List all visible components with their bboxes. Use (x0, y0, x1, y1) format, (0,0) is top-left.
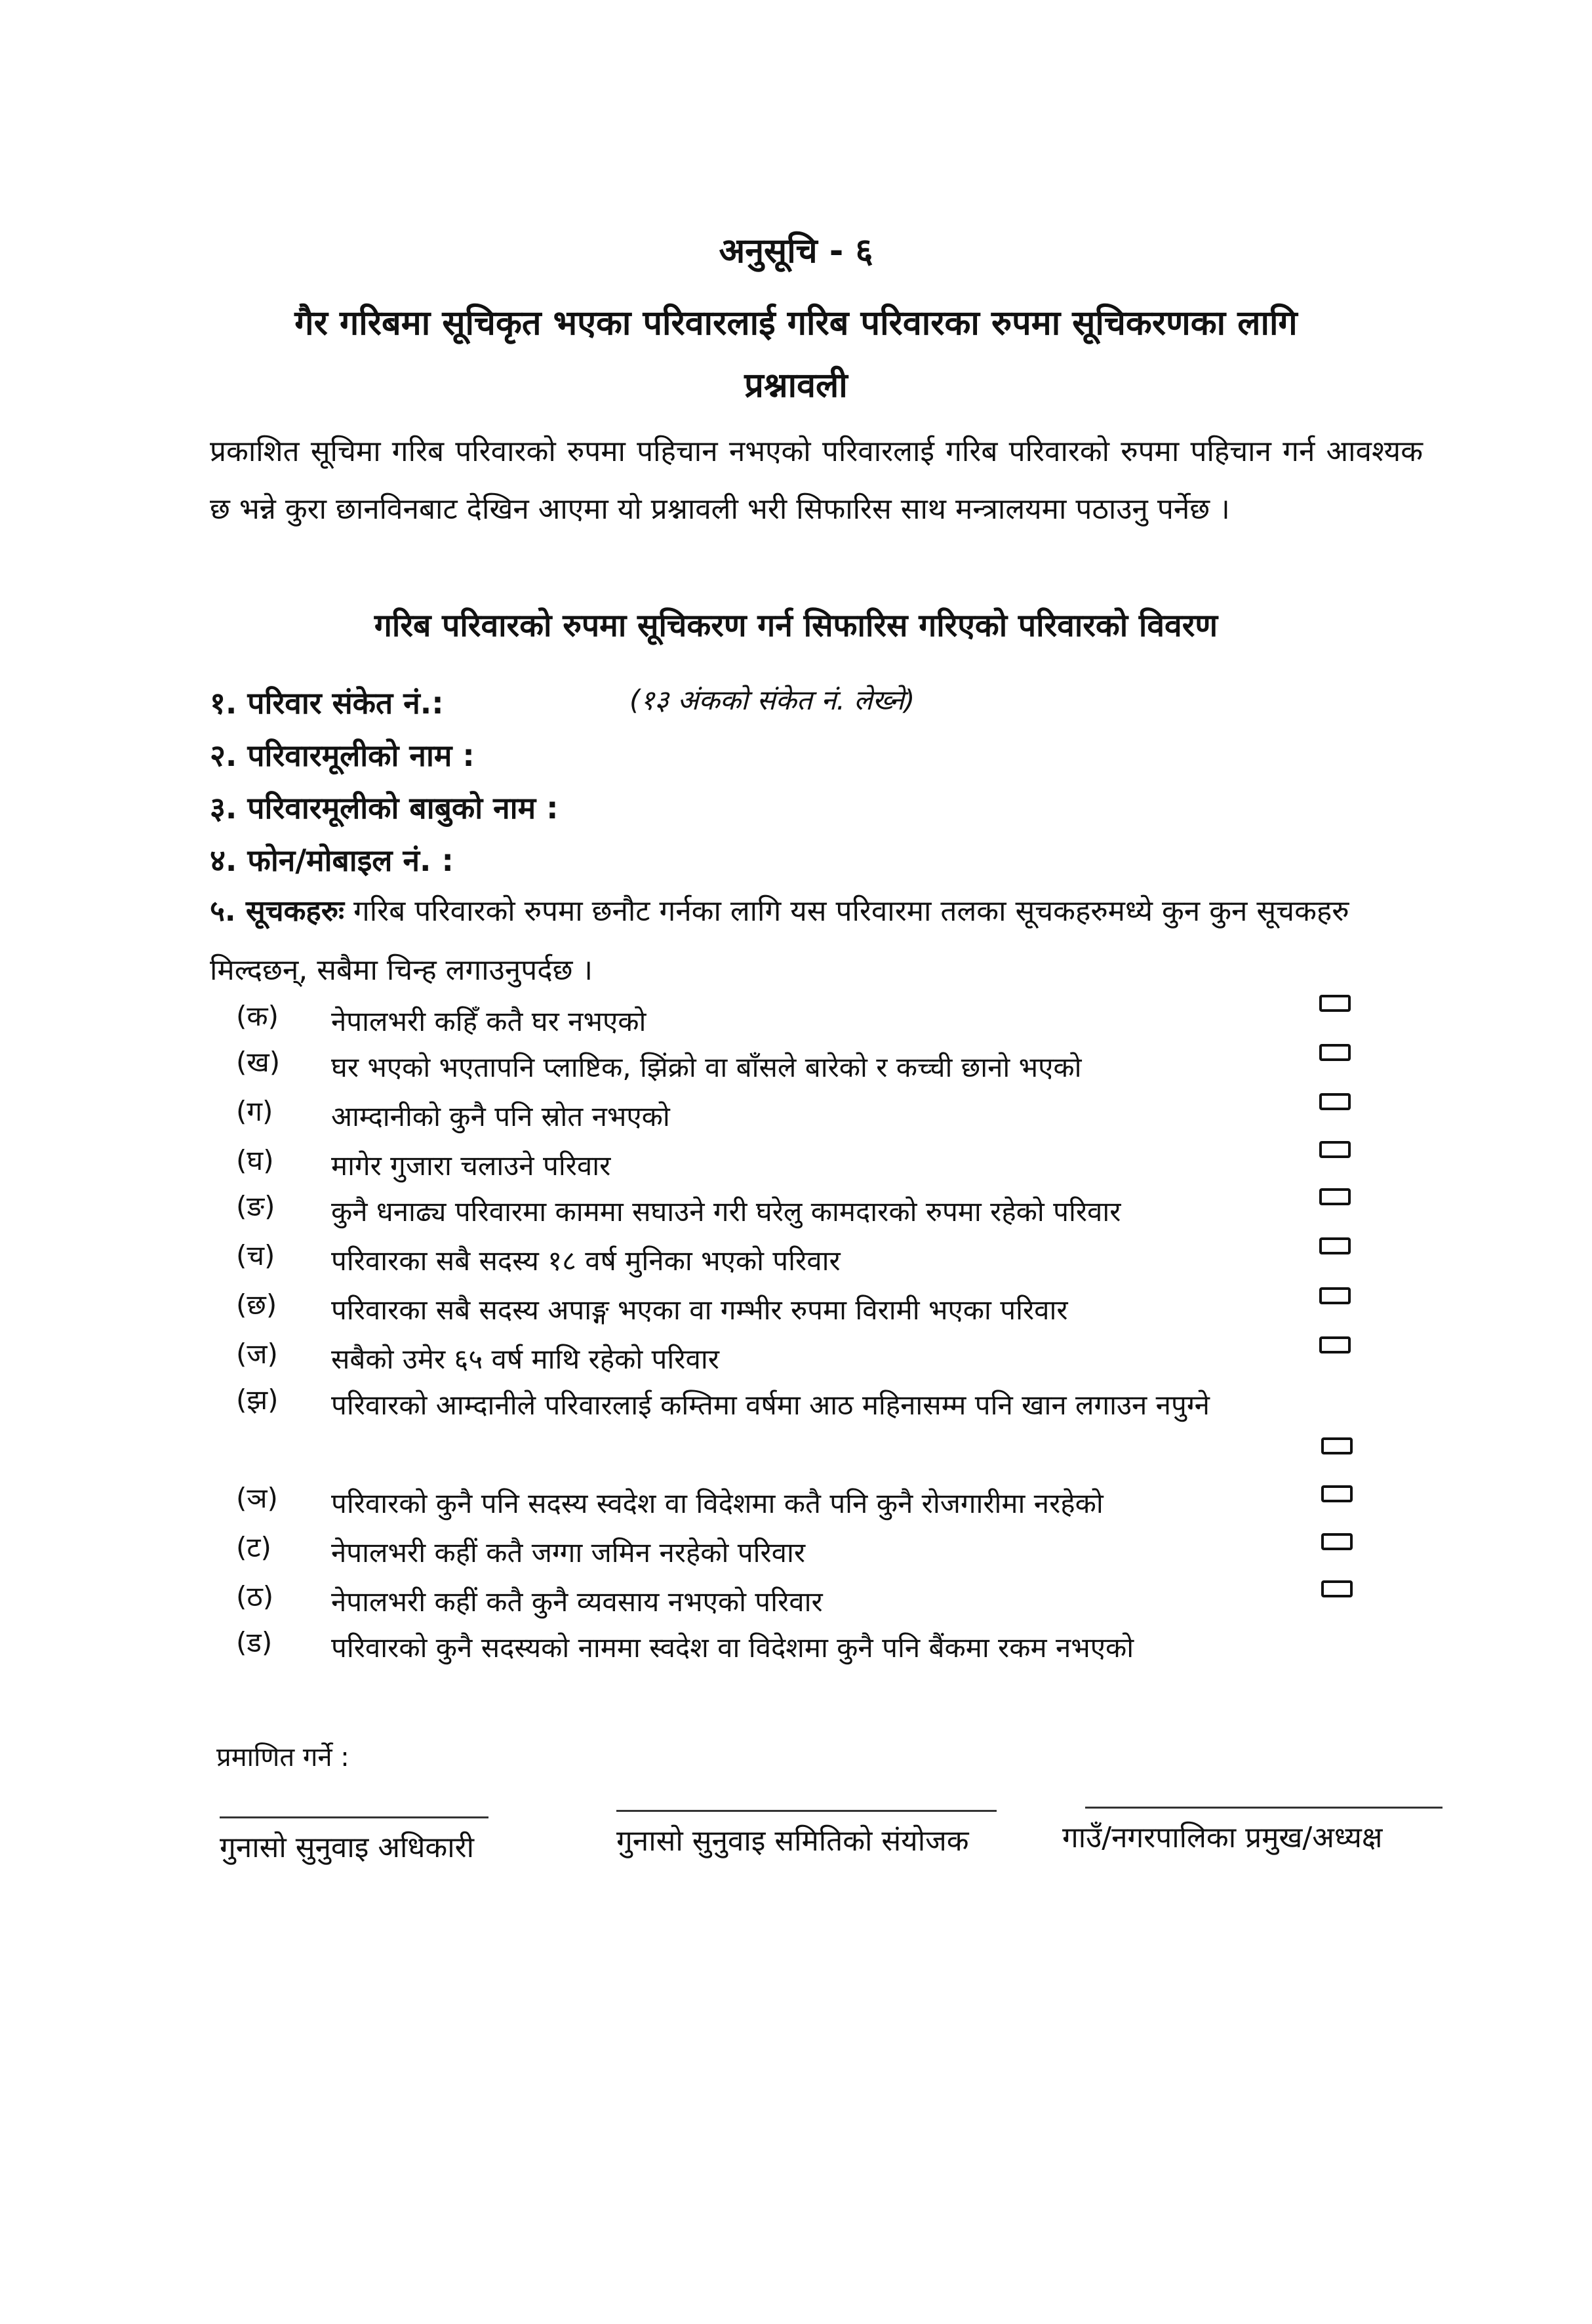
signatory-grievance-officer: गुनासो सुनुवाइ अधिकारी (220, 1831, 474, 1864)
item-text: आम्दानीको कुनै पनि स्रोत नभएको (331, 1100, 670, 1132)
item-number: (ग) (236, 1095, 273, 1127)
phone-label: ४. फोन/मोबाइल नं. : (210, 843, 454, 878)
list-item (236, 1577, 1406, 1627)
indicator-checkbox[interactable] (1319, 1141, 1351, 1158)
indicator-checkbox[interactable] (1319, 1093, 1351, 1110)
item-number: (ख) (236, 1046, 281, 1078)
indicator-checkbox[interactable] (1321, 1580, 1353, 1597)
item-number: (झ) (236, 1384, 279, 1416)
item-number: (च) (236, 1239, 275, 1272)
head-father-name-label: ३. परिवारमूलीको बाबुको नाम : (210, 790, 559, 826)
list-item (236, 1285, 1406, 1335)
indicator-checkbox[interactable] (1321, 1485, 1353, 1502)
item-number: (ज) (236, 1338, 278, 1370)
item-text: घर भएको भएतापनि प्लाष्टिक, झिंक्रो वा बाँसले बारेको र कच्ची छानो भएको (331, 1051, 1082, 1083)
indicator-checkbox[interactable] (1321, 1437, 1353, 1454)
intro-paragraph: प्रकाशित सूचिमा गरिब परिवारको रुपमा पहिचान नभएको परिवारलाई गरिब परिवारको रुपमा पहिचान गर्न आवश्यक छ भन्ने कुरा छानविनबाट देखिन आएमा यो प्रश्नावली भरी सिफारिस साथ मन्त्रालयमा पठाउनु पर्नेछ । (210, 435, 1423, 526)
list-item (236, 1479, 1406, 1529)
list-item (236, 1528, 1406, 1578)
list-item (236, 1043, 1406, 1092)
item-text: मागेर गुजारा चलाउने परिवार (331, 1150, 611, 1182)
family-code-field (210, 682, 444, 723)
indicator-checkbox[interactable] (1319, 1044, 1351, 1061)
item-text: परिवारको कुनै सदस्यको नाममा स्वदेश वा विदेशमा कुनै पनि बैंकमा रकम नभएको (331, 1632, 1134, 1664)
list-item (236, 997, 1406, 1047)
document-title-line2: प्रश्नावली (744, 366, 848, 405)
indicator-checkbox[interactable] (1319, 1336, 1351, 1353)
indicator-checkbox[interactable] (1319, 995, 1351, 1012)
signature-line (616, 1810, 997, 1812)
item-number: (ङ) (236, 1190, 275, 1222)
list-item (236, 1141, 1406, 1191)
head-name-label: २. परिवारमूलीको नाम : (210, 738, 475, 773)
item-number: (ठ) (236, 1580, 274, 1613)
item-number: (ट) (236, 1531, 271, 1563)
indicators-intro (210, 882, 1429, 1000)
list-item (236, 1187, 1406, 1237)
list-item (236, 1092, 1406, 1142)
item-text: परिवारको आम्दानीले परिवारलाई कम्तिमा वर्षमा आठ महिनासम्म पनि खान लगाउन नपुग्ने (331, 1389, 1210, 1421)
list-item (236, 1380, 1302, 1430)
item-number: (छ) (236, 1289, 277, 1321)
item-number: (घ) (236, 1144, 274, 1176)
list-item (236, 1623, 1406, 1673)
item-text: परिवारका सबै सदस्य १८ वर्ष मुनिका भएको परिवार (331, 1245, 841, 1277)
signatory-municipality-chief: गाउँ/नगरपालिका प्रमुख/अध्यक्ष (1062, 1821, 1383, 1854)
certification-label: प्रमाणित गर्ने : (216, 1742, 349, 1773)
item-text: परिवारका सबै सदस्य अपाङ्ग भएका वा गम्भीर रुपमा विरामी भएका परिवार (331, 1294, 1068, 1326)
item-text: परिवारको कुनै पनि सदस्य स्वदेश वा विदेशमा कतै पनि कुनै रोजगारीमा नरहेको (331, 1487, 1104, 1519)
document-title-line1: गैर गरिबमा सूचिकृत भएका परिवारलाई गरिब परिवारका रुपमा सूचिकरणका लागि (294, 304, 1298, 343)
indicator-checkbox[interactable] (1319, 1287, 1351, 1304)
list-item (236, 1334, 1406, 1384)
item-number: (क) (236, 1000, 279, 1032)
item-number: (ड) (236, 1626, 273, 1658)
item-text: सबैको उमेर ६५ वर्ष माथि रहेको परिवार (331, 1343, 719, 1375)
family-code-label: १. परिवार संकेत नं.: (210, 685, 444, 721)
item-text: नेपालभरी कहीं कतै जग्गा जमिन नरहेको परिवार (331, 1536, 806, 1569)
list-item (236, 1236, 1406, 1286)
item-number: (ञ) (236, 1482, 278, 1514)
signature-line (220, 1816, 488, 1818)
indicators-label: ५. सूचकहरुः (210, 894, 344, 928)
schedule-label: अनुसूचि - ६ (719, 231, 873, 271)
signature-line (1085, 1807, 1443, 1809)
indicator-checkbox[interactable] (1321, 1533, 1353, 1550)
item-text: नेपालभरी कहिँ कतै घर नभएको (331, 1005, 647, 1037)
family-code-note: (१३ अंकको संकेत नं. लेख्ने) (629, 684, 915, 716)
indicator-checkbox[interactable] (1319, 1188, 1351, 1205)
indicator-checkbox[interactable] (1319, 1237, 1351, 1254)
signatory-committee-coordinator: गुनासो सुनुवाइ समितिको संयोजक (616, 1824, 969, 1858)
section-heading: गरिब परिवारको रुपमा सूचिकरण गर्न सिफारिस गरिएको परिवारको विवरण (374, 607, 1218, 644)
indicators-instruction: गरिब परिवारको रुपमा छनौट गर्नका लागि यस परिवारमा तलका सूचकहरुमध्ये कुन कुन सूचकहरु मिल्दछन्, सबैमा चिन्ह लगाउनुपर्दछ । (210, 894, 1349, 987)
item-text: नेपालभरी कहीं कतै कुनै व्यवसाय नभएको परिवार (331, 1586, 823, 1618)
item-text: कुनै धनाढ्य परिवारमा काममा सघाउने गरी घरेलु कामदारको रुपमा रहेको परिवार (331, 1195, 1121, 1228)
